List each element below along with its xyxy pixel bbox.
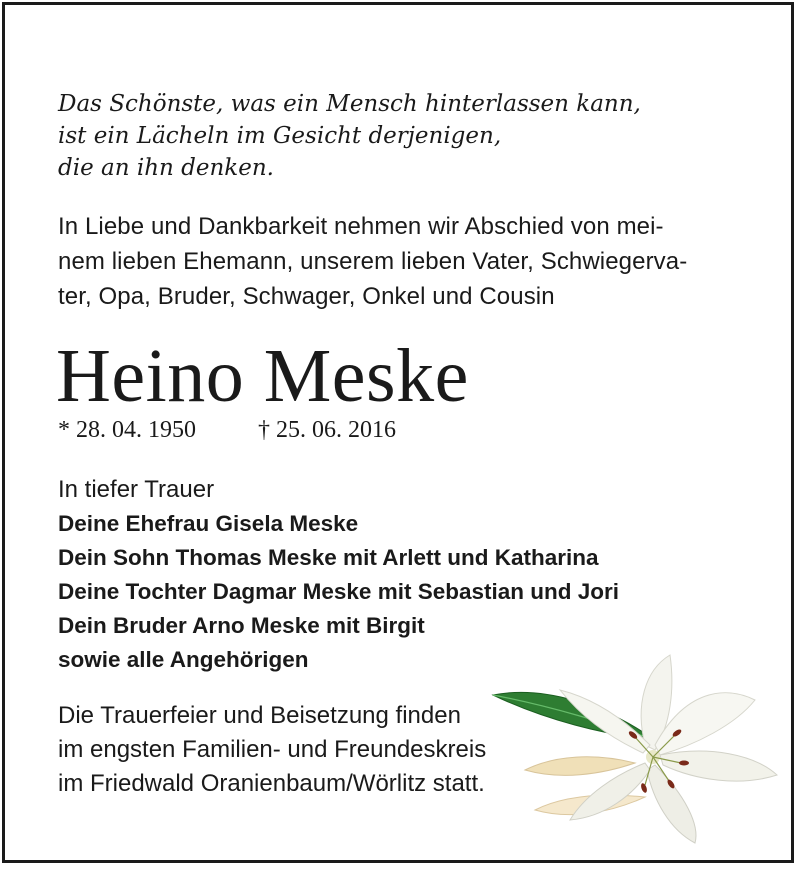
ceremony-line: Die Trauerfeier und Beisetzung finden bbox=[58, 702, 461, 729]
birth-date: * 28. 04. 1950 bbox=[58, 417, 196, 443]
farewell-line: ter, Opa, Bruder, Schwager, Onkel und Cousin bbox=[58, 283, 555, 310]
deceased-name: Heino Meske bbox=[56, 334, 469, 418]
mourner-entry: Dein Sohn Thomas Meske mit Arlett und Katharina bbox=[58, 545, 599, 570]
farewell-line: nem lieben Ehemann, unserem lieben Vater, Schwiegerva- bbox=[58, 248, 688, 275]
mourner-entry: sowie alle Angehörigen bbox=[58, 647, 309, 672]
ceremony-line: im Friedwald Oranienbaum/Wörlitz statt. bbox=[58, 770, 485, 797]
mourner-entry: Deine Ehefrau Gisela Meske bbox=[58, 511, 359, 536]
life-dates bbox=[58, 415, 396, 445]
lily-flower-icon bbox=[485, 645, 785, 845]
obituary-frame bbox=[2, 2, 794, 863]
farewell-line: In Liebe und Dankbarkeit nehmen wir Abschied von mei- bbox=[58, 213, 664, 240]
mourning-intro: In tiefer Trauer bbox=[58, 476, 215, 503]
farewell-text bbox=[58, 209, 687, 314]
quote-line: Das Schönste, was ein Mensch hinterlassen kann, bbox=[58, 91, 641, 117]
quote-line: die an ihn denken. bbox=[58, 155, 274, 181]
memorial-quote bbox=[58, 88, 641, 184]
ceremony-info bbox=[58, 699, 486, 801]
quote-line: ist ein Lächeln im Gesicht derjenigen, bbox=[58, 123, 502, 149]
death-date: † 25. 06. 2016 bbox=[258, 417, 396, 443]
ceremony-line: im engsten Familien- und Freundeskreis bbox=[58, 736, 487, 763]
mourner-entry: Dein Bruder Arno Meske mit Birgit bbox=[58, 613, 425, 638]
mourner-entry: Deine Tochter Dagmar Meske mit Sebastian und Jori bbox=[58, 579, 619, 604]
